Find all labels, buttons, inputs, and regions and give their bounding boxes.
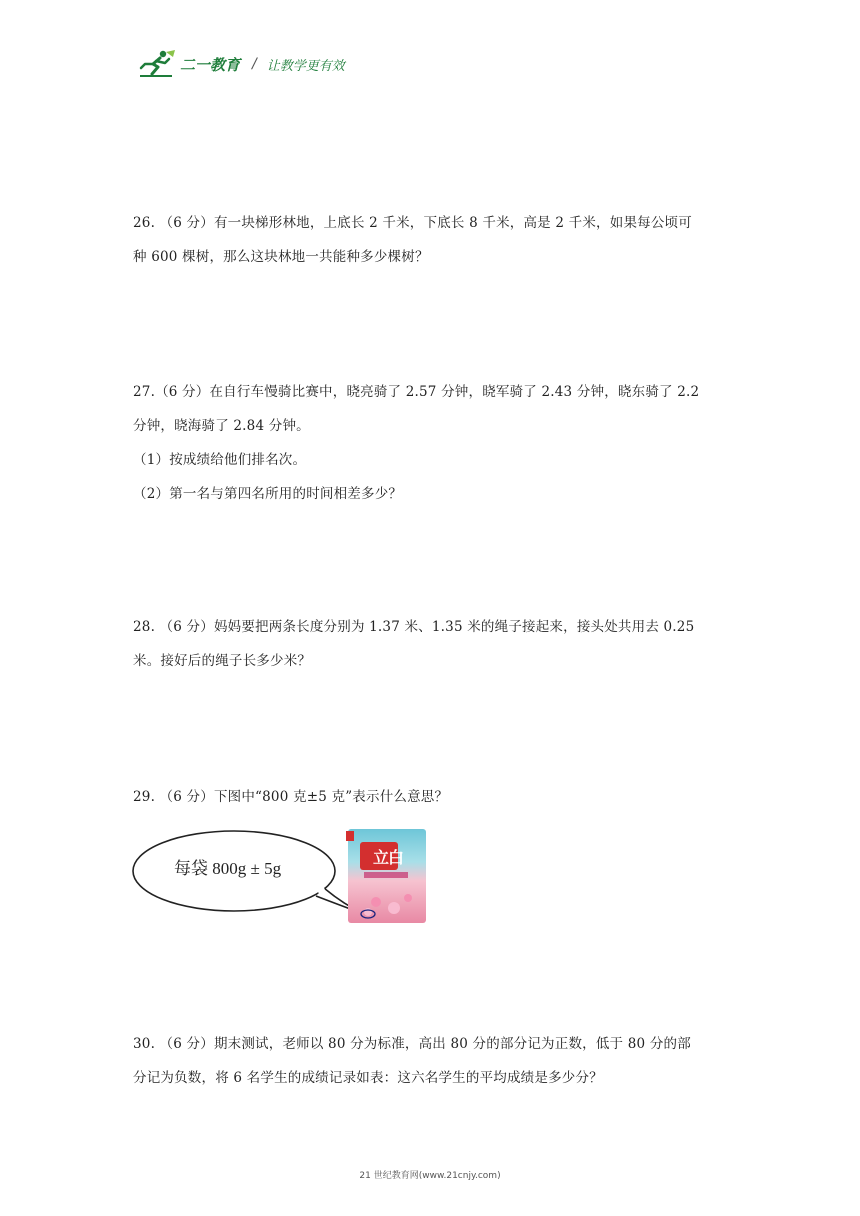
- weight-label: 每袋 800g ± 5g: [174, 859, 282, 878]
- question-text-line: 30. （6 分）期末测试，老师以 80 分为标准，高出 80 分的部分记为正数，低于 80 分的部: [133, 1036, 691, 1052]
- question-text-line: 种 600 棵树，那么这块林地一共能种多少棵树？: [133, 249, 429, 265]
- question-text-line: 分钟，晓海骑了 2.84 分钟。: [133, 418, 310, 434]
- question-30: [133, 1027, 733, 1095]
- page-footer: 21 世纪教育网(www.21cnjy.com): [359, 1171, 501, 1181]
- brand-slogan: 让教学更有效: [266, 58, 345, 74]
- question-text-line: 27.（6 分）在自行车慢骑比赛中，晓亮骑了 2.57 分钟，晓军骑了 2.43 分钟，晓东骑了 2.2: [133, 384, 700, 400]
- question-text-line: 26. （6 分）有一块梯形林地，上底长 2 千米，下底长 8 千米，高是 2 千米，如果每公顷可: [133, 215, 692, 231]
- header-separator: /: [252, 56, 257, 72]
- question-28: [133, 610, 733, 678]
- question-text-line: 米。接好后的绳子长多少米？: [133, 653, 312, 669]
- package-brand-label: 立白: [372, 848, 403, 867]
- question-27: [133, 375, 733, 511]
- sub-question-1: （1）按成绩给他们排名次。: [133, 452, 307, 468]
- question-26: [133, 206, 733, 274]
- question-text-line: 28. （6 分）妈妈要把两条长度分别为 1.37 米、1.35 米的绳子接起来，接头处共用去 0.25: [133, 619, 695, 635]
- question-29: [133, 780, 733, 814]
- sub-question-2: （2）第一名与第四名所用的时间相差多少？: [133, 486, 403, 502]
- page-header: [136, 48, 345, 80]
- question-text-line: 分记为负数，将 6 名学生的成绩记录如表：这六名学生的平均成绩是多少分？: [133, 1070, 603, 1086]
- detergent-figure: [128, 826, 433, 926]
- brand-name: 二一教育: [180, 55, 241, 74]
- question-text-line: 29. （6 分）下图中“800 克±5 克”表示什么意思？: [133, 789, 449, 805]
- detergent-package-icon: [346, 828, 428, 924]
- runner-logo-icon: [136, 49, 178, 79]
